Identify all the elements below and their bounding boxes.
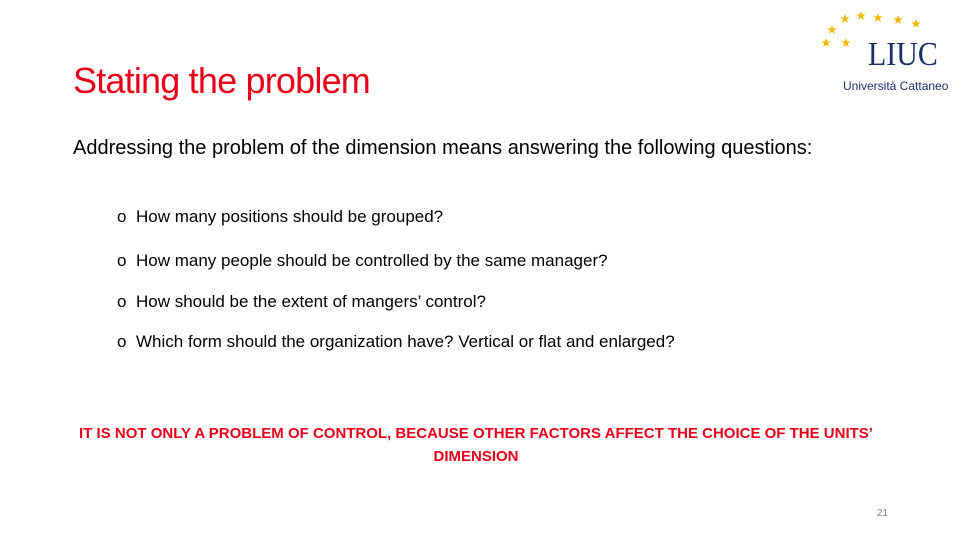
star-2 [856,11,865,20]
list-item [117,330,675,354]
bullet-marker-icon: o [117,292,127,311]
star-1 [840,14,849,23]
star-6 [827,25,836,34]
list-item-text: How should be the extent of mangers’ control? [136,292,486,311]
page-number: 21 [876,508,888,519]
bullet-marker-icon: o [117,251,127,270]
liuc-logo [818,8,948,98]
slide-title: Stating the problem [73,60,370,101]
star-8 [841,38,850,47]
list-item-text: How many positions should be grouped? [136,207,444,226]
list-item-text: Which form should the organization have? Vertical or flat and enlarged? [136,332,675,351]
logo-wordmark: LIUC [868,36,938,73]
list-item [117,205,443,229]
star-7 [821,38,830,47]
logo-subtitle: Università Cattaneo [843,79,949,93]
list-item-text: How many people should be controlled by the same manager? [136,251,608,270]
list-item [117,290,486,314]
star-3 [873,13,882,22]
list-item [117,249,608,273]
star-4 [893,15,902,24]
intro-text: Addressing the problem of the dimension means answering the following questions: [73,137,813,159]
star-5 [911,19,920,28]
bullet-marker-icon: o [117,332,127,351]
bullet-marker-icon: o [117,207,127,226]
callout-text: IT IS NOT ONLY A PROBLEM OF CONTROL, BECAUSE OTHER FACTORS AFFECT THE CHOICE OF THE UNITS’ DIMENSION [79,425,873,465]
